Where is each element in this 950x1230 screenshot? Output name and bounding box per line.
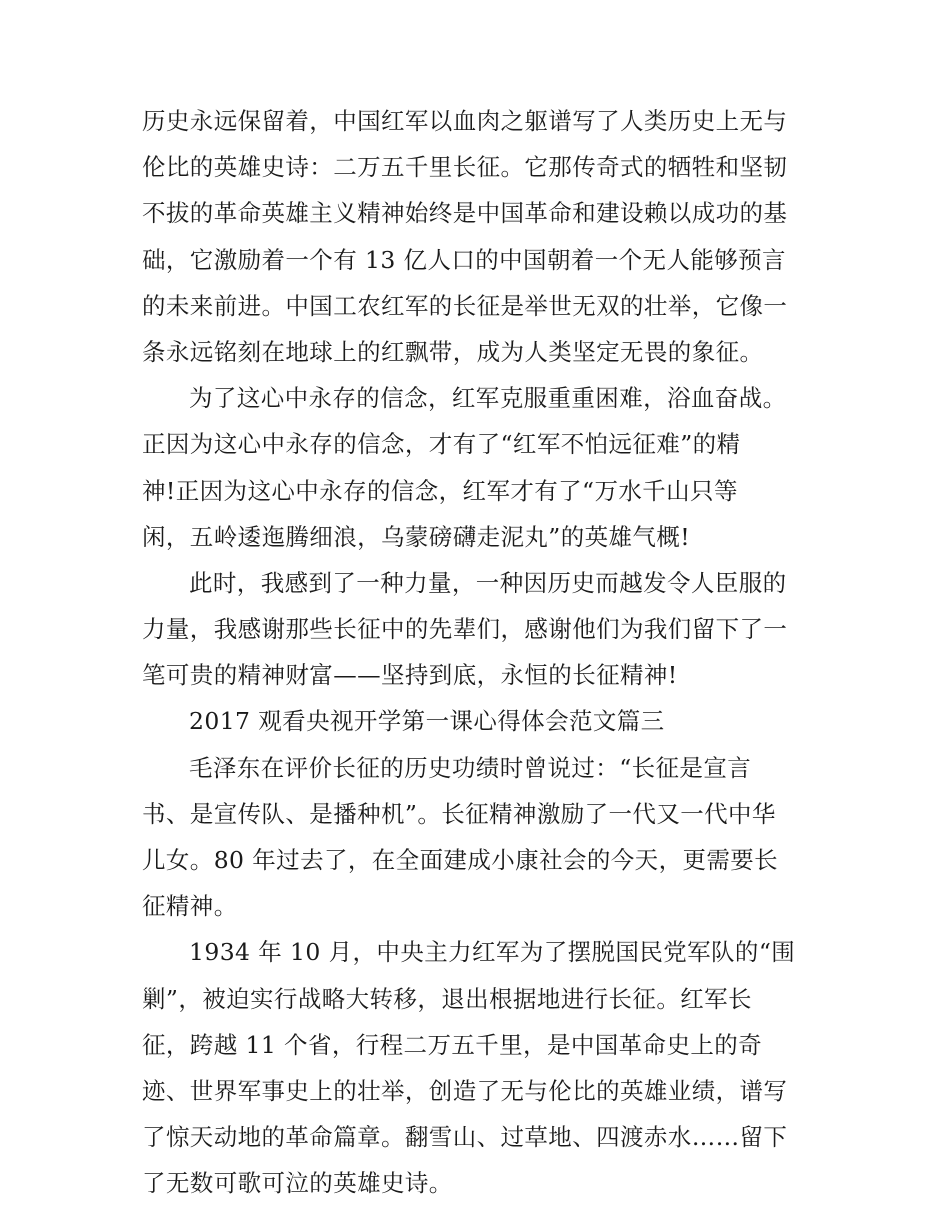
- text-line: 的未来前进。中国工农红军的长征是举世无双的壮举，它像一: [142, 291, 788, 320]
- paragraph-first-line: 为了这心中永存的信念，红军克服重重困难，浴血奋战。: [189, 384, 787, 413]
- section-heading: 2017 观看央视开学第一课心得体会范文篇三: [189, 707, 665, 736]
- paragraph-first-line: 1934 年 10 月，中央主力红军为了摆脱国民党军队的“围: [189, 938, 796, 967]
- text-line: 条永远铭刻在地球上的红飘带，成为人类坚定无畏的象征。: [142, 337, 764, 366]
- paragraph-first-line: 此时，我感到了一种力量，一种因历史而越发令人臣服的: [189, 568, 787, 597]
- text-line: 征精神。: [142, 892, 238, 921]
- text-line: 力量，我感谢那些长征中的先辈们，感谢他们为我们留下了一: [142, 615, 788, 644]
- text-line: 不拔的革命英雄主义精神始终是中国革命和建设赖以成功的基: [142, 199, 788, 228]
- paragraph-first-line: 毛泽东在评价长征的历史功绩时曾说过：“长征是宣言: [189, 753, 752, 782]
- text-line: 征，跨越 11 个省，行程二万五千里，是中国革命史上的奇: [142, 1030, 763, 1059]
- text-line: 伦比的英雄史诗：二万五千里长征。它那传奇式的牺牲和坚韧: [142, 153, 788, 182]
- text-line: 了无数可歌可泣的英雄史诗。: [142, 1169, 453, 1198]
- text-line: 历史永远保留着，中国红军以血肉之躯谱写了人类历史上无与: [142, 107, 788, 135]
- text-line: 剿”，被迫实行战略大转移，退出根据地进行长征。红军长: [142, 984, 752, 1013]
- text-line: 闲，五岭逶迤腾细浪，乌蒙磅礴走泥丸”的英雄气概!: [142, 522, 691, 551]
- text-line: 笔可贵的精神财富——坚持到底，永恒的长征精神!: [142, 661, 678, 690]
- text-line: 神!正因为这心中永存的信念，红军才有了“万水千山只等: [142, 476, 738, 505]
- text-line: 正因为这心中永存的信念，才有了“红军不怕远征难”的精: [142, 430, 741, 459]
- text-line: 础，它激励着一个有 13 亿人口的中国朝着一个无人能够预言: [142, 245, 786, 274]
- document-body: [142, 98, 822, 1207]
- text-line: 儿女。80 年过去了，在全面建成小康社会的今天，更需要长: [142, 846, 779, 874]
- text-line: 迹、世界军事史上的壮举，创造了无与伦比的英雄业绩，谱写: [142, 1076, 788, 1105]
- text-line: 书、是宣传队、是播种机”。长征精神激励了一代又一代中华: [142, 799, 776, 828]
- text-line: 了惊天动地的革命篇章。翻雪山、过草地、四渡赤水……留下: [142, 1123, 788, 1152]
